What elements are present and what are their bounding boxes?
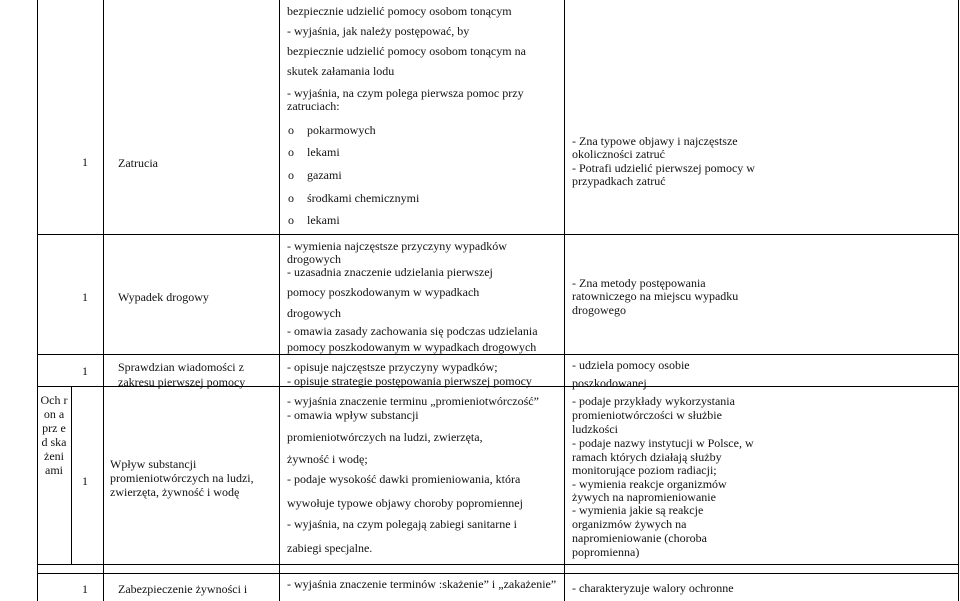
content-line: - omawia zasady zachowania się podczas udzielania xyxy=(287,324,538,338)
topic-cell: Wypadek drogowy xyxy=(118,290,209,304)
outcome-line: przypadkach zatruć xyxy=(572,174,666,188)
bullet-icon: o xyxy=(288,213,294,227)
outcome-line: promieniotwórczości w służbie xyxy=(572,408,722,422)
column-divider-number xyxy=(103,0,104,601)
content-line: - opisuje strategie postępowania pierwszej pomocy xyxy=(287,374,532,388)
content-line: bezpiecznie udzielić pomocy osobom tonącym na xyxy=(287,44,526,58)
row-divider xyxy=(37,354,959,355)
outcome-line: - podaje nazwy instytucji w Polsce, w xyxy=(572,436,754,450)
outcome-line: ludzkości xyxy=(572,422,618,436)
bullet-item: środkami chemicznymi xyxy=(307,191,420,205)
outcome-line: drogowego xyxy=(572,303,626,317)
outcome-line: monitorujące poziom radiacji; xyxy=(572,463,717,477)
content-line: - wyjaśnia znaczenie terminu „promieniotwórczość” xyxy=(287,394,539,408)
outcome-line: organizmów żywych na xyxy=(572,517,687,531)
row-number: 1 xyxy=(82,364,88,378)
topic-cell: Zabezpieczenie żywności i xyxy=(118,582,248,596)
row-number: 1 xyxy=(82,290,88,304)
content-line: - uzasadnia znaczenie udzielania pierwszej xyxy=(287,265,493,279)
row-number: 1 xyxy=(82,155,88,169)
content-line: bezpiecznie udzielić pomocy osobom tonącym xyxy=(287,4,512,18)
outcome-line: napromieniowanie (choroba xyxy=(572,531,707,545)
topic-line: zakresu pierwszej pomocy xyxy=(118,375,246,389)
outcome-line: - udziela pomocy osobie xyxy=(572,358,690,372)
row-divider xyxy=(37,564,959,565)
column-divider-content xyxy=(564,0,565,601)
bullet-item: pokarmowych xyxy=(307,123,376,137)
outcome-line: okoliczności zatruć xyxy=(572,147,665,161)
outcome-line: popromienna) xyxy=(572,545,640,559)
topic-cell: Zatrucia xyxy=(118,156,158,170)
content-line: - wymienia najczęstsze przyczyny wypadków xyxy=(287,239,507,253)
row-divider xyxy=(37,234,959,235)
outcome-line: - podaje przykłady wykorzystania xyxy=(572,394,735,408)
outcome-line: poszkodowanej xyxy=(572,376,647,390)
content-line: promieniotwórczych na ludzi, zwierzęta, xyxy=(287,430,483,444)
outcome-line: ratowniczego na miejscu wypadku xyxy=(572,289,739,303)
row-divider-bottom xyxy=(37,573,959,574)
outcome-line: - Zna metody postępowania xyxy=(572,276,706,290)
outcome-line: - wymienia reakcje organizmów xyxy=(572,477,727,491)
content-line: - podaje wysokość dawki promieniowania, która xyxy=(287,472,521,486)
content-line: drogowych xyxy=(287,252,341,266)
table-border-right xyxy=(958,0,959,601)
content-line: zatruciach: xyxy=(287,99,340,113)
outcome-line: - Potrafi udzielić pierwszej pomocy w xyxy=(572,161,755,175)
table-border-left xyxy=(37,0,38,601)
content-line: - wyjaśnia znaczenie terminów :skażenie” i „zakażenie” xyxy=(287,577,557,591)
content-line: - wyjaśnia, na czym polega pierwsza pomoc przy xyxy=(287,86,524,100)
content-line: - omawia wpływ substancji xyxy=(287,408,419,422)
column-divider-section xyxy=(71,386,72,564)
content-line: skutek załamania lodu xyxy=(287,64,395,78)
row-number: 1 xyxy=(82,582,88,596)
topic-line: zwierzęta, żywność i wodę xyxy=(110,485,240,499)
outcome-line: - wymienia jakie są reakcje xyxy=(572,503,704,517)
content-line: - wyjaśnia, jak należy postępować, by xyxy=(287,24,470,38)
outcome-line: żywych na napromieniowanie xyxy=(572,490,716,504)
content-line: - wyjaśnia, na czym polegają zabiegi sanitarne i xyxy=(287,517,517,531)
bullet-item: lekami xyxy=(307,213,340,227)
content-line: żywność i wodę; xyxy=(287,452,368,466)
topic-line: Wpływ substancji xyxy=(110,457,197,471)
topic-line: Sprawdzian wiadomości z xyxy=(118,360,244,374)
bullet-item: gazami xyxy=(307,168,342,182)
outcome-line: - charakteryzuje walory ochronne xyxy=(572,581,734,595)
outcome-line: - Zna typowe objawy i najczęstsze xyxy=(572,134,738,148)
bullet-icon: o xyxy=(288,123,294,137)
content-line: wywołuje typowe objawy choroby popromiennej xyxy=(287,496,523,510)
bullet-item: lekami xyxy=(307,145,340,159)
bullet-icon: o xyxy=(288,145,294,159)
topic-line: promieniotwórczych na ludzi, xyxy=(110,471,254,485)
column-divider-topic xyxy=(279,0,280,601)
outcome-line: ramach których działają służby xyxy=(572,450,722,464)
bullet-icon: o xyxy=(288,168,294,182)
section-label: Och ron a prz ed ska żeni ami xyxy=(40,393,68,477)
bullet-icon: o xyxy=(288,191,294,205)
content-line: drogowych xyxy=(287,306,341,320)
content-line: pomocy poszkodowanym w wypadkach drogowych xyxy=(287,340,537,354)
row-number: 1 xyxy=(82,474,88,488)
content-line: - opisuje najczęstsze przyczyny wypadków; xyxy=(287,360,498,374)
content-line: pomocy poszkodowanym w wypadkach xyxy=(287,285,480,299)
content-line: zabiegi specjalne. xyxy=(287,541,373,555)
